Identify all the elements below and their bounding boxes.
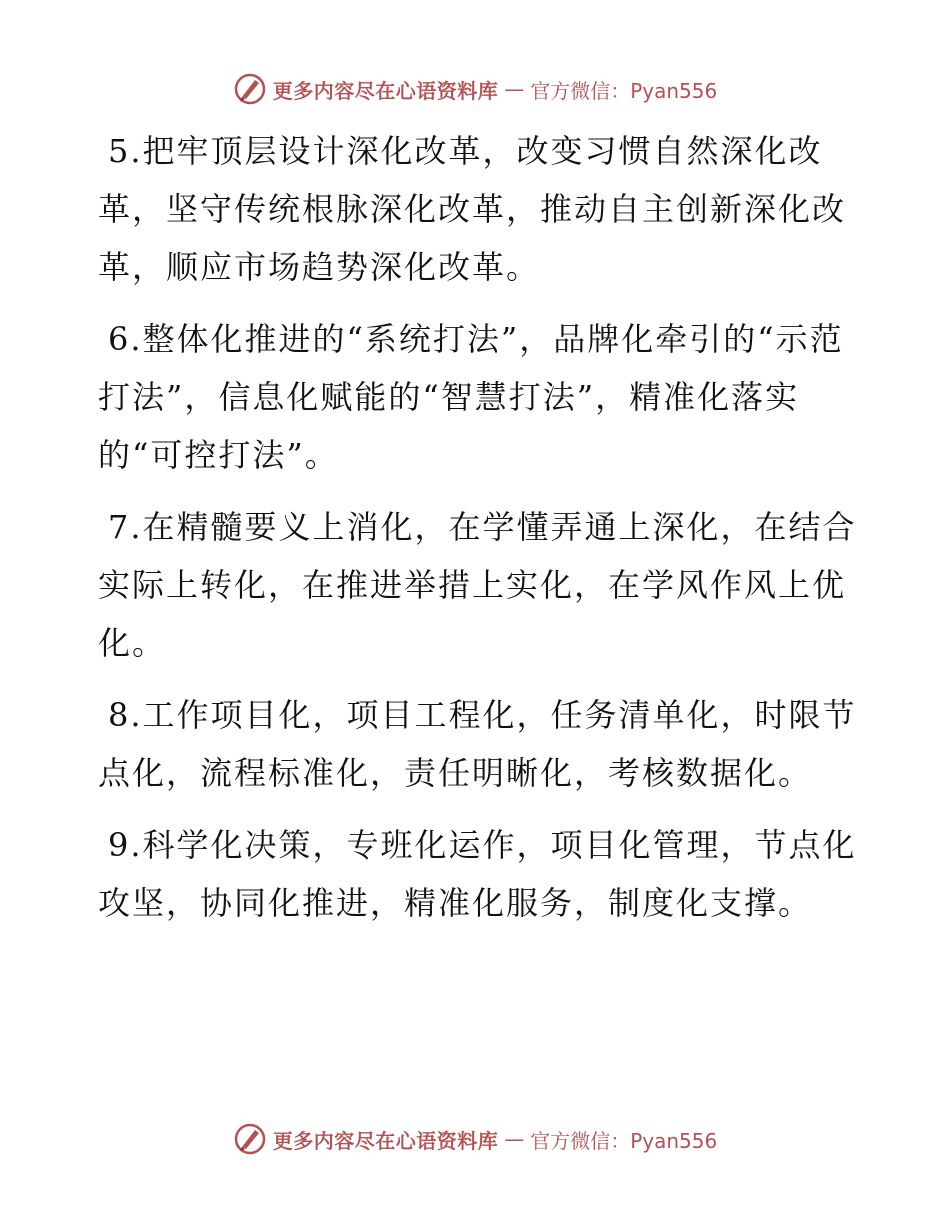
paragraph-8: 8.工作项目化，项目工程化，任务清单化，时限节点化，流程标准化，责任明晰化，考核数据化。 <box>98 696 857 792</box>
paragraph-5: 5.把牢顶层设计深化改革，改变习惯自然深化改革，坚守传统根脉深化改革，推动自主创新深化改革，顺应市场趋势深化改革。 <box>98 132 847 286</box>
header-watermark <box>0 72 950 106</box>
document-body <box>98 122 858 946</box>
watermark-contact: 官方微信：Pyan556 <box>530 78 718 103</box>
quill-pen-logo-icon <box>233 1122 267 1156</box>
watermark-contact: 官方微信：Pyan556 <box>530 1128 718 1153</box>
quill-pen-logo-icon <box>233 72 267 106</box>
paragraph-6: 6.整体化推进的“系统打法”，品牌化牵引的“示范打法”，信息化赋能的“智慧打法”，精准化落实的“可控打法”。 <box>98 320 844 474</box>
watermark-separator: — <box>504 1127 525 1151</box>
watermark-title: 更多内容尽在心语资料库 <box>272 78 499 103</box>
paragraph-9: 9.科学化决策，专班化运作，项目化管理，节点化攻坚，协同化推进，精准化服务，制度化支撑。 <box>98 826 857 922</box>
footer-watermark <box>0 1122 950 1156</box>
watermark-separator: — <box>504 77 525 101</box>
paragraph-7: 7.在精髓要义上消化，在学懂弄通上深化，在结合实际上转化，在推进举措上实化，在学风作风上优化。 <box>98 508 857 662</box>
watermark-title: 更多内容尽在心语资料库 <box>272 1128 499 1153</box>
